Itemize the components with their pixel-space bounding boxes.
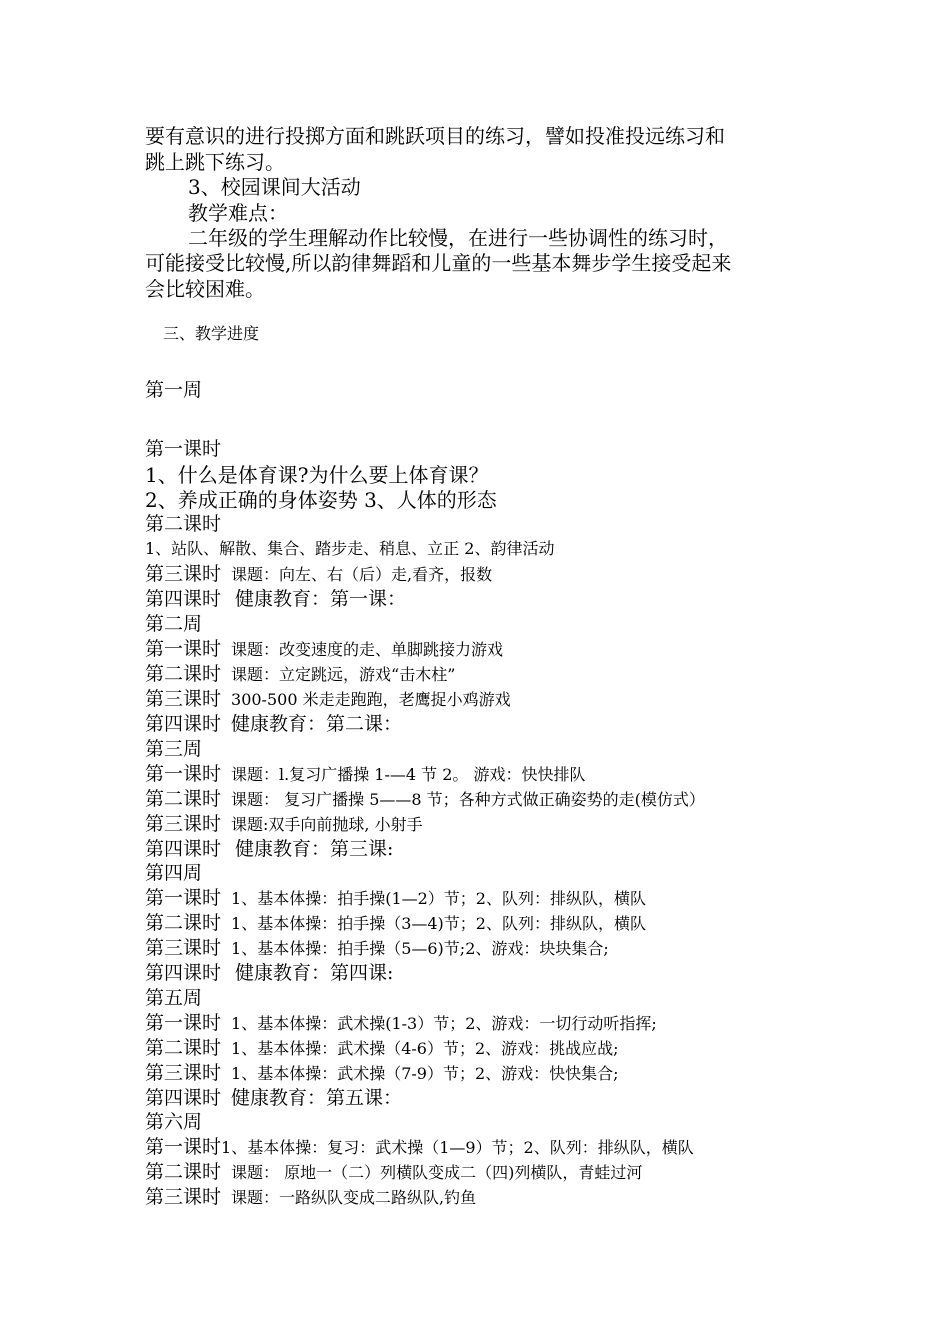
lesson-row: [145, 765, 586, 784]
lesson-row: [145, 715, 402, 734]
week-title: 第四周: [145, 862, 203, 884]
lesson-label: 第四课时: [145, 588, 222, 610]
lesson-content: 1、基本体操：拍手操（5—6)节;2、游戏：块块集合;: [231, 939, 609, 958]
lesson-content: 1、基本体操：复习：武术操（1—9）节；2、队列：排纵队，横队: [221, 1138, 694, 1157]
lesson-content: 1、基本体操：拍手操（3—4)节；2、队列：排纵队，横队: [231, 914, 646, 933]
lesson-content: 健康教育：第三课:: [235, 838, 394, 860]
lesson-row: [145, 914, 646, 933]
lesson-label: 第二课时: [145, 1161, 222, 1183]
intro-paragraph-line: 跳上跳下练习。: [145, 150, 285, 174]
lesson-content: 1、基本体操：武术操（7-9）节；2、游戏：快快集合;: [231, 1064, 619, 1083]
lesson-row: [145, 1163, 642, 1182]
lesson-row: [145, 1039, 619, 1058]
lesson-label: 第四课时: [145, 838, 222, 860]
lesson-row: [145, 790, 705, 809]
lesson-content: 1、基本体操：武术操（4-6）节；2、游戏：挑战应战;: [231, 1039, 619, 1058]
lesson-content: 300-500 米走走跑跑，老鹰捉小鸡游戏: [231, 690, 511, 709]
lesson-content: 课题：向左、右（后）走,看齐，报数: [231, 565, 493, 584]
lesson-row: [145, 1014, 657, 1033]
week-title: 第六周: [145, 1111, 203, 1133]
lesson-label: 第一课时: [145, 763, 222, 785]
intro-paragraph-line: 要有意识的进行投掷方面和跳跃项目的练习，譬如投准投远练习和: [145, 124, 725, 148]
lesson-content: 课题：立定跳远，游戏“击木柱”: [231, 665, 456, 684]
lesson-label: 第一课时: [145, 1136, 222, 1158]
lesson-label: 第一课时: [145, 1012, 222, 1034]
lesson-label: 第四课时: [145, 713, 222, 735]
lesson-row: [145, 690, 511, 709]
week-title: 第五周: [145, 987, 203, 1009]
lesson-label: 第二课时: [145, 663, 222, 685]
lesson-label: 第三课时: [145, 563, 222, 585]
lesson-label: 第三课时: [145, 1186, 222, 1208]
lesson-content: 课题： 复习广播操 5——8 节；各种方式做正确姿势的走(模仿式）: [231, 790, 705, 809]
lesson-content: 健康教育：第五课：: [231, 1087, 403, 1109]
lesson-label: 第二课时: [145, 513, 222, 535]
lesson-content: 课题:双手向前抛球, 小射手: [231, 815, 423, 834]
lesson-content: 健康教育：第一课：: [235, 588, 407, 610]
lesson-label: 第三课时: [145, 1062, 222, 1084]
week-title: 第一周: [145, 379, 203, 401]
difficulty-paragraph-line: 二年级的学生理解动作比较慢，在进行一些协调性的练习时，: [188, 226, 728, 250]
lesson-label: 第一课时: [145, 438, 222, 460]
lesson-content: 课题：一路纵队变成二路纵队,钓鱼: [231, 1188, 477, 1207]
lesson-content: 课题：l.复习广播操 1-—4 节 2。 游戏：快快排队: [231, 765, 586, 784]
lesson-label: 第一课时: [145, 887, 222, 909]
lesson-label: 第三课时: [145, 813, 222, 835]
lesson-row: [145, 1188, 476, 1207]
lesson-row: [145, 939, 609, 958]
lesson-row: [145, 840, 393, 859]
lesson-content: 2、养成正确的身体姿势 3、人体的形态: [145, 488, 497, 512]
lesson-row: [145, 964, 393, 983]
lesson-label: 第二课时: [145, 1037, 222, 1059]
lesson-content: 健康教育：第四课:: [235, 962, 394, 984]
lesson-row: [145, 565, 492, 584]
list-item-3: 3、校园课间大活动: [188, 175, 361, 199]
lesson-row: [145, 889, 646, 908]
week-title: 第二周: [145, 613, 203, 635]
lesson-row: [145, 665, 455, 684]
lesson-content: 课题： 原地一（二）列横队变成二（四)列横队，青蛙过河: [231, 1163, 643, 1182]
difficulty-paragraph-line: 会比较困难。: [145, 277, 265, 301]
lesson-content: 1、基本体操：拍手操(1—2）节；2、队列：排纵队，横队: [231, 889, 646, 908]
lesson-content: 课题：改变速度的走、单脚跳接力游戏: [231, 640, 504, 659]
lesson-label: 第二课时: [145, 788, 222, 810]
difficulty-heading: 教学难点：: [188, 201, 288, 225]
lesson-content: 1、什么是体育课?为什么要上体育课？: [145, 463, 489, 487]
lesson-label: 第二课时: [145, 912, 222, 934]
lesson-label: 第四课时: [145, 1087, 222, 1109]
lesson-row: [145, 1138, 694, 1157]
lesson-label: 第一课时: [145, 638, 222, 660]
lesson-row: [145, 815, 423, 834]
lesson-label: 第三课时: [145, 688, 222, 710]
lesson-row: [145, 640, 503, 659]
lesson-label: 第三课时: [145, 937, 222, 959]
lesson-row: [145, 590, 406, 609]
section-heading: 三、教学进度: [163, 324, 260, 343]
lesson-row: [145, 1064, 619, 1083]
lesson-content: 1、站队、解散、集合、踏步走、稍息、立正 2、韵律活动: [145, 539, 555, 558]
lesson-content: 1、基本体操：武术操(1-3）节；2、游戏：一切行动听指挥;: [231, 1014, 657, 1033]
lesson-content: 健康教育：第二课：: [231, 713, 403, 735]
lesson-label: 第四课时: [145, 962, 222, 984]
difficulty-paragraph-line: 可能接受比较慢,所以韵律舞蹈和儿童的一些基本舞步学生接受起来: [145, 251, 732, 275]
lesson-row: [145, 1089, 402, 1108]
week-title: 第三周: [145, 738, 203, 760]
